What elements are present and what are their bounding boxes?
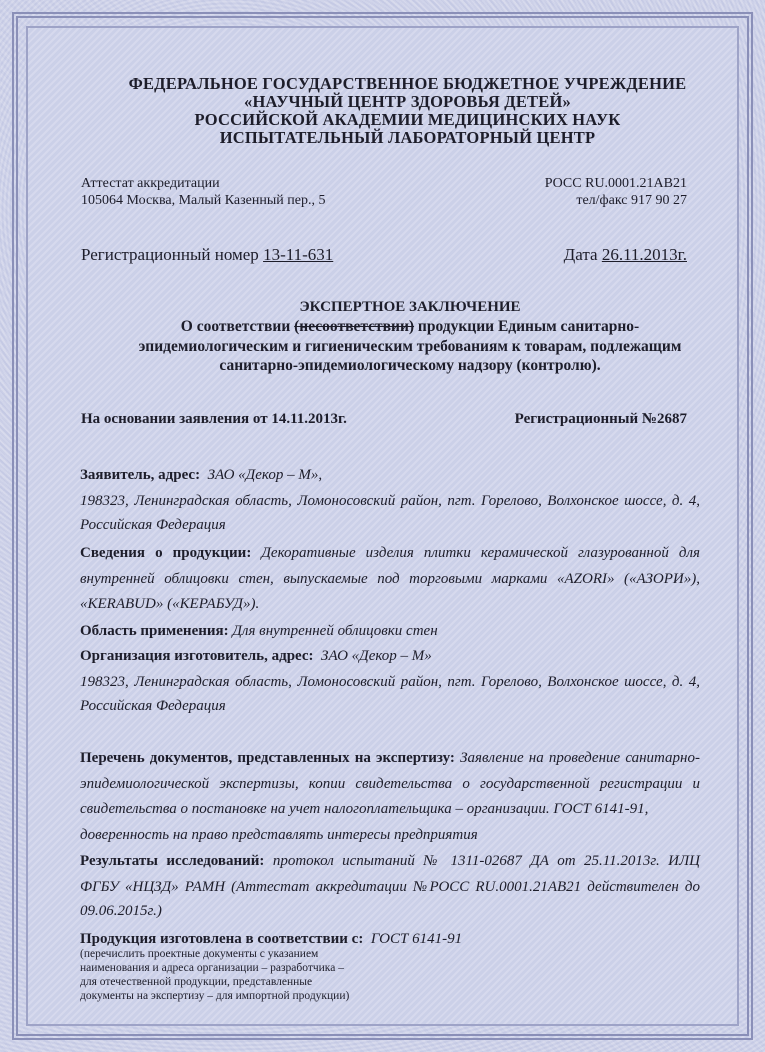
standard-note-line-3: для отечественной продукции, представленные (80, 976, 313, 988)
registration-number-label: Регистрационный номер (81, 245, 259, 264)
documents-line-4: доверенность на право представлять интересы предприятия (80, 827, 478, 843)
applicant-address-line-2: Российская Федерация (80, 517, 226, 533)
header-line-3: РОССИЙСКОЙ АКАДЕМИИ МЕДИЦИНСКИХ НАУК (194, 110, 621, 129)
product-line-2: внутренней облицовки стен, выпускаемые под торговыми марками «AZORI» («АЗОРИ»), (80, 571, 700, 587)
accreditation-number: РОСС RU.0001.21АВ21 (544, 176, 687, 191)
applicant-address-line-1: 198323, Ленинградская область, Ломоносовский район, пгт. Горелово, Волхонское шоссе, д. 4, (80, 493, 700, 509)
documents-line-1: Заявление на проведение санитарно- (460, 750, 700, 766)
registration-number-row (81, 245, 333, 265)
title-line-2: эпидемиологическим и гигиеническим требованиям к товарам, подлежащим (138, 338, 682, 355)
product-row (80, 543, 700, 564)
manufacturer-address-line-2: Российская Федерация (80, 698, 226, 714)
applicant-name: ЗАО «Декор – М», (207, 467, 323, 483)
lab-address: 105064 Москва, Малый Казенный пер., 5 (81, 193, 326, 208)
standard-value: ГОСТ 6141-91 (370, 931, 463, 947)
document-title: ЭКСПЕРТНОЕ ЗАКЛЮЧЕНИЕ (299, 299, 521, 315)
documents-row (80, 748, 700, 769)
lab-phone: тел/факс 917 90 27 (576, 193, 687, 208)
title-line-1-after: продукции Единым санитарно- (417, 318, 640, 335)
results-line-2: ФГБУ «НЦЗД» РАМН (Аттестат аккредитации №РОСС RU.0001.21АВ21 действителен до (80, 879, 700, 895)
header-line-1: ФЕДЕРАЛЬНОЕ ГОСУДАРСТВЕННОЕ БЮДЖЕТНОЕ УЧРЕЖДЕНИЕ (128, 74, 687, 93)
title-line-3: санитарно-эпидемиологическому надзору (контролю). (219, 357, 601, 374)
results-line-3: 09.06.2015г.) (80, 903, 162, 919)
manufacturer-address-line-1: 198323, Ленинградская область, Ломоносовский район, пгт. Горелово, Волхонское шоссе, д. 4, (80, 674, 700, 690)
date-value: 26.11.2013г. (601, 245, 687, 264)
basis-registration: Регистрационный №2687 (514, 411, 687, 427)
product-label: Сведения о продукции: (80, 545, 252, 561)
results-line-1: протокол испытаний № 1311-02687 ДА от 25.11.2013г. ИЛЦ (272, 853, 700, 869)
registration-number-value: 13-11-631 (263, 245, 334, 264)
manufacturer-row (80, 646, 700, 667)
results-label: Результаты исследований: (80, 853, 265, 869)
title-line-1-struck: (несоответствии) (294, 318, 415, 335)
header-line-4: ИСПЫТАТЕЛЬНЫЙ ЛАБОРАТОРНЫЙ ЦЕНТР (219, 128, 596, 147)
header-line-2: «НАУЧНЫЙ ЦЕНТР ЗДОРОВЬЯ ДЕТЕЙ» (244, 92, 571, 111)
results-row (80, 851, 700, 872)
manufacturer-name: ЗАО «Декор – М» (321, 648, 432, 664)
standard-note-line-4: документы на экспертизу – для импортной продукции) (80, 990, 350, 1002)
date-row (564, 245, 687, 265)
date-label: Дата (563, 245, 598, 264)
accreditation-label: Аттестат аккредитации (81, 176, 220, 191)
scope-value: Для внутренней облицовки стен (232, 623, 438, 639)
title-line-1-before: О соответствии (180, 318, 291, 335)
title-line-1 (60, 318, 760, 336)
scope-label: Область применения: (80, 623, 229, 639)
basis-text: На основании заявления от 14.11.2013г. (81, 411, 347, 427)
documents-label: Перечень документов, представленных на экспертизу: (80, 750, 455, 766)
applicant-row (80, 465, 700, 486)
standard-label: Продукция изготовлена в соответствии с: (80, 931, 364, 947)
product-line-1: Декоративные изделия плитки керамической глазурованной для (261, 545, 701, 561)
standard-note-line-2: наименования и адреса организации – разработчика – (80, 962, 344, 974)
documents-line-2: эпидемиологической экспертизы, копии свидетельства о государственной регистрации и (80, 776, 700, 792)
product-line-3: «KERABUD» («КЕРАБУД»). (80, 596, 260, 612)
applicant-label: Заявитель, адрес: (80, 467, 201, 483)
scope-row (80, 621, 700, 642)
documents-line-3: свидетельства о постановке на учет налогоплательщика – организации. ГОСТ 6141-91, (80, 801, 649, 817)
manufacturer-label: Организация изготовитель, адрес: (80, 648, 314, 664)
standard-note-line-1: (перечислить проектные документы с указанием (80, 948, 319, 960)
